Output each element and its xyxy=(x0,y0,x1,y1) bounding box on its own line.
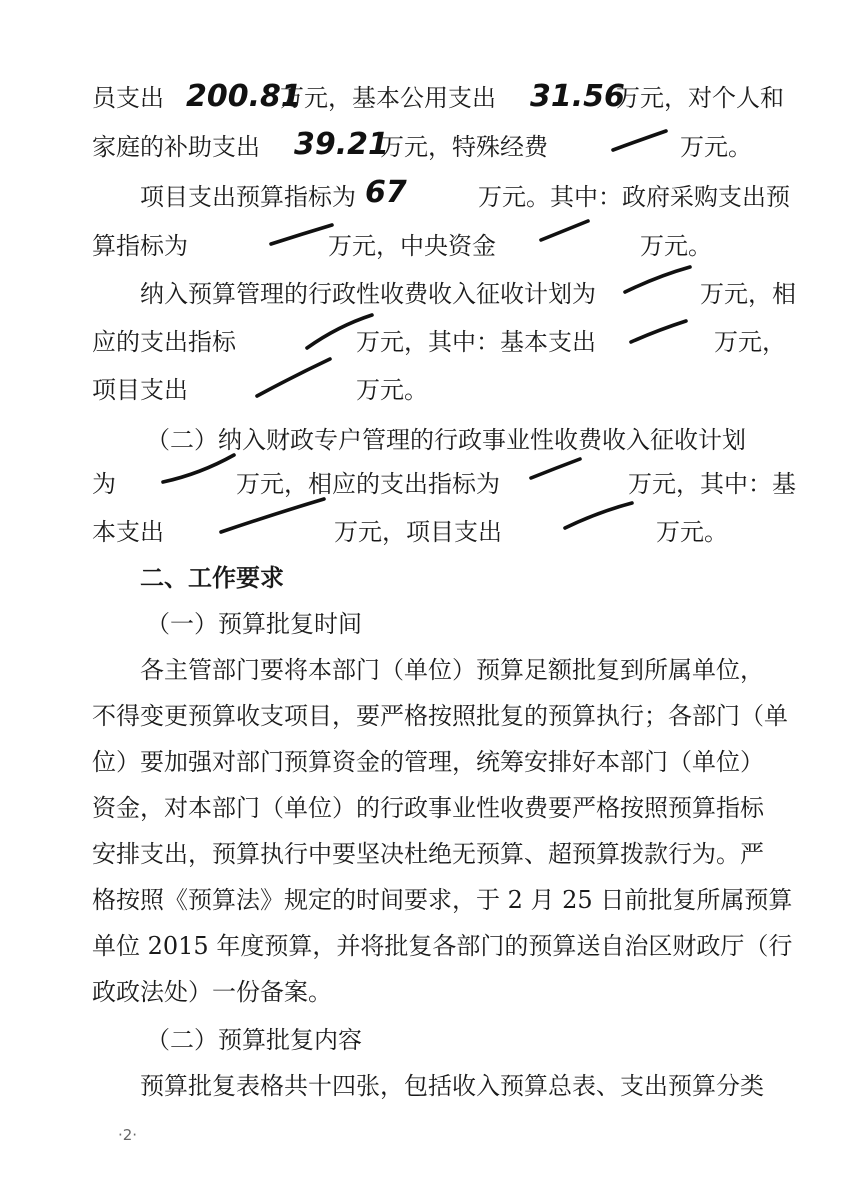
text-line: 万元，其中：基 xyxy=(628,470,796,498)
handwritten-number: 39.21 xyxy=(294,127,389,162)
handwritten-dash xyxy=(628,318,690,346)
subsection-heading: （二）预算批复内容 xyxy=(146,1026,362,1054)
text-line: 位）要加强对部门预算资金的管理，统筹安排好本部门（单位） xyxy=(92,748,764,776)
text-line: 政政法处）一份备案。 xyxy=(92,978,332,1006)
text-line: 万元，其中：基本支出 xyxy=(356,328,596,356)
text-line: 为 xyxy=(92,470,116,498)
section-heading: 二、工作要求 xyxy=(140,563,284,592)
text-line: 万元，项目支出 xyxy=(334,518,502,546)
text-line: 万元。 xyxy=(656,518,728,546)
handwritten-dash xyxy=(538,218,592,244)
text-line: 单位 2015 年度预算，并将批复各部门的预算送自治区财政厅（行 xyxy=(92,932,793,960)
text-line: 安排支出，预算执行中要坚决杜绝无预算、超预算拨款行为。严 xyxy=(92,840,764,868)
handwritten-dash xyxy=(562,500,636,532)
text-line: 万元。 xyxy=(356,376,428,404)
subsection-heading: （一）预算批复时间 xyxy=(146,610,362,638)
text-line: 万元。其中：政府采购支出预 xyxy=(478,183,790,211)
text-line: 项目支出 xyxy=(92,376,188,404)
text-line: 万元，中央资金 xyxy=(328,232,496,260)
handwritten-dash xyxy=(218,496,328,536)
text-line: 万元，基本公用支出 xyxy=(280,84,496,112)
text-line: 员支出 xyxy=(92,84,164,112)
handwritten-dash xyxy=(622,264,694,296)
handwritten-dash xyxy=(254,356,334,400)
text-line: 万元，相应的支出指标为 xyxy=(236,470,500,498)
text-line: 纳入预算管理的行政性收费收入征收计划为 xyxy=(140,280,596,308)
handwritten-number: 67 xyxy=(365,175,407,210)
handwritten-dash xyxy=(528,456,584,482)
page-number: ·2· xyxy=(118,1126,138,1144)
text-line: 算指标为 xyxy=(92,232,188,260)
text-line: 预算批复表格共十四张，包括收入预算总表、支出预算分类 xyxy=(140,1072,764,1100)
text-line: 万元。 xyxy=(680,133,752,161)
text-line: 应的支出指标 xyxy=(92,328,236,356)
handwritten-dash xyxy=(610,128,670,154)
text-line: 不得变更预算收支项目，要严格按照批复的预算执行；各部门（单 xyxy=(92,702,788,730)
text-line: 本支出 xyxy=(92,518,164,546)
text-line: 项目支出预算指标为 xyxy=(140,183,356,211)
text-line: 万元。 xyxy=(640,232,712,260)
text-line: （二）纳入财政专户管理的行政事业性收费收入征收计划 xyxy=(146,426,746,454)
handwritten-dash xyxy=(160,452,238,488)
text-line: 格按照《预算法》规定的时间要求，于 2 月 25 日前批复所属预算 xyxy=(92,886,793,914)
text-line: 资金，对本部门（单位）的行政事业性收费要严格按照预算指标 xyxy=(92,794,764,822)
text-line: 万元，对个人和 xyxy=(616,84,784,112)
text-line: 各主管部门要将本部门（单位）预算足额批复到所属单位， xyxy=(140,656,764,684)
text-line: 家庭的补助支出 xyxy=(92,133,260,161)
text-line: 万元，相 xyxy=(700,280,796,308)
text-line: 万元， xyxy=(714,328,786,356)
handwritten-number: 31.56 xyxy=(530,79,625,114)
handwritten-number: 200.81 xyxy=(186,79,302,114)
handwritten-dash xyxy=(268,222,336,248)
text-line: 万元，特殊经费 xyxy=(380,133,548,161)
